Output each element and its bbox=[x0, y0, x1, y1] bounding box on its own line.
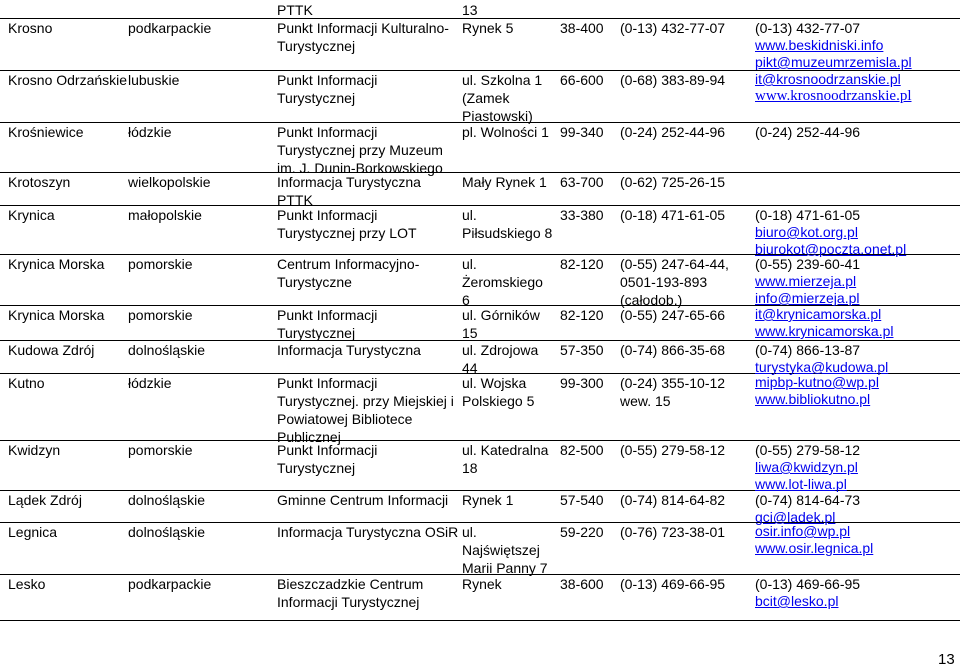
cell-contact bbox=[755, 341, 888, 376]
contact-phone: (0-74) 866-13-87 bbox=[755, 342, 861, 358]
cell-address: ul. Katedralna 18 bbox=[462, 442, 549, 476]
cell-phone: (0-24) 252-44-96 bbox=[620, 124, 726, 140]
cell-address: Rynek 5 bbox=[462, 20, 514, 36]
cell-postcode: 99-340 bbox=[560, 124, 604, 140]
cell-address: ul. Wojska Polskiego 5 bbox=[462, 375, 535, 409]
contact-link[interactable]: turystyka@kudowa.pl bbox=[755, 359, 889, 375]
cell-contact bbox=[755, 441, 860, 493]
contact-link[interactable]: gci@ladek.pl bbox=[755, 509, 836, 525]
cell-region: lubuskie bbox=[128, 72, 180, 88]
cell-city: Krośniewice bbox=[8, 124, 84, 140]
cell-name: Punkt Informacji Kulturalno- Turystycznej bbox=[277, 20, 449, 54]
cell-contact bbox=[755, 206, 906, 258]
cell-city: Krynica bbox=[8, 207, 55, 223]
cell-contact bbox=[755, 123, 860, 141]
cell-phone: (0-55) 279-58-12 bbox=[620, 442, 726, 458]
contact-phone: (0-24) 252-44-96 bbox=[755, 124, 861, 140]
cell-name: Punkt Informacji Turystycznej bbox=[277, 307, 378, 341]
cell-postcode: 59-220 bbox=[560, 524, 604, 540]
contact-link[interactable]: www.krosnoodrzanskie.pl bbox=[755, 88, 912, 104]
cell-postcode: 66-600 bbox=[560, 72, 604, 88]
cell-phone: (0-55) 247-65-66 bbox=[620, 307, 726, 323]
contact-link[interactable]: www.bibliokutno.pl bbox=[755, 391, 871, 407]
contact-link[interactable]: www.krynicamorska.pl bbox=[755, 323, 894, 339]
cell-city: Krotoszyn bbox=[8, 174, 71, 190]
cell-name: Informacja Turystyczna OSiR bbox=[277, 524, 459, 540]
cell-name: Gminne Centrum Informacji bbox=[277, 492, 449, 508]
cell-region: łódzkie bbox=[128, 375, 172, 391]
cell-city: Krynica Morska bbox=[8, 307, 105, 323]
cell-phone: (0-68) 383-89-94 bbox=[620, 72, 726, 88]
contact-link[interactable]: info@mierzeja.pl bbox=[755, 290, 860, 306]
cell-contact bbox=[755, 71, 912, 105]
contact-link[interactable]: mipbp-kutno@wp.pl bbox=[755, 374, 879, 390]
cell-address: ul. Żeromskiego 6 bbox=[462, 256, 543, 308]
cell-region: podkarpackie bbox=[128, 576, 212, 592]
cell-city: Krosno Odrzańskie bbox=[8, 72, 128, 88]
cell-phone: (0-76) 723-38-01 bbox=[620, 524, 726, 540]
cell-name: PTTK bbox=[277, 2, 313, 18]
cell-address: ul. Piłsudskiego 8 bbox=[462, 207, 553, 241]
cell-postcode: 82-120 bbox=[560, 256, 604, 272]
cell-phone: (0-74) 866-35-68 bbox=[620, 342, 726, 358]
contact-link[interactable]: it@krynicamorska.pl bbox=[755, 306, 882, 322]
cell-region: pomorskie bbox=[128, 442, 193, 458]
contact-link[interactable]: pikt@muzeumrzemisla.pl bbox=[755, 54, 912, 70]
contact-link[interactable]: it@krosnoodrzanskie.pl bbox=[755, 71, 901, 87]
cell-address: Rynek 1 bbox=[462, 492, 514, 508]
cell-postcode: 99-300 bbox=[560, 375, 604, 391]
cell-phone: (0-62) 725-26-15 bbox=[620, 174, 726, 190]
cell-region: pomorskie bbox=[128, 307, 193, 323]
contact-phone: (0-18) 471-61-05 bbox=[755, 207, 861, 223]
cell-region: dolnośląskie bbox=[128, 342, 206, 358]
cell-city: Kwidzyn bbox=[8, 442, 61, 458]
cell-phone: (0-74) 814-64-82 bbox=[620, 492, 726, 508]
contact-link[interactable]: biurokot@poczta.onet.pl bbox=[755, 241, 907, 257]
cell-name: Informacja Turystyczna PTTK bbox=[277, 174, 421, 208]
cell-postcode: 33-380 bbox=[560, 207, 604, 223]
cell-postcode: 82-500 bbox=[560, 442, 604, 458]
cell-contact bbox=[755, 255, 860, 307]
cell-contact bbox=[755, 19, 912, 71]
cell-city: Kutno bbox=[8, 375, 45, 391]
contact-phone: (0-55) 279-58-12 bbox=[755, 442, 861, 458]
cell-phone: (0-55) 247-64-44, 0501-193-893 (całodob.) bbox=[620, 256, 729, 308]
cell-name: Centrum Informacyjno- Turystyczne bbox=[277, 256, 420, 290]
contact-link[interactable]: bcit@lesko.pl bbox=[755, 593, 839, 609]
cell-postcode: 82-120 bbox=[560, 307, 604, 323]
cell-phone: (0-13) 432-77-07 bbox=[620, 20, 726, 36]
cell-name: Punkt Informacji Turystycznej. przy Miejskiej i Powiatowej Bibliotece Publicznej bbox=[277, 375, 454, 445]
cell-address: Rynek bbox=[462, 576, 502, 592]
cell-name: Punkt Informacji Turystycznej bbox=[277, 72, 378, 106]
contact-phone: (0-13) 469-66-95 bbox=[755, 576, 861, 592]
cell-phone: (0-18) 471-61-05 bbox=[620, 207, 726, 223]
cell-region: pomorskie bbox=[128, 256, 193, 272]
cell-city: Krynica Morska bbox=[8, 256, 105, 272]
contact-phone: (0-74) 814-64-73 bbox=[755, 492, 861, 508]
cell-city: Lądek Zdrój bbox=[8, 492, 82, 508]
contact-link[interactable]: www.osir.legnica.pl bbox=[755, 540, 874, 556]
cell-postcode: 57-350 bbox=[560, 342, 604, 358]
cell-contact bbox=[755, 575, 860, 610]
cell-region: łódzkie bbox=[128, 124, 172, 140]
cell-name: Informacja Turystyczna bbox=[277, 342, 421, 358]
cell-address: ul. Najświętszej Marii Panny 7 bbox=[462, 524, 548, 576]
contact-link[interactable]: biuro@kot.org.pl bbox=[755, 224, 858, 240]
cell-region: dolnośląskie bbox=[128, 492, 206, 508]
cell-address: ul. Zdrojowa 44 bbox=[462, 342, 539, 376]
page-number: 13 bbox=[938, 651, 955, 668]
cell-contact bbox=[755, 523, 873, 557]
cell-address: 13 bbox=[462, 2, 478, 18]
cell-region: wielkopolskie bbox=[128, 174, 211, 190]
cell-name: Punkt Informacji Turystycznej przy LOT bbox=[277, 207, 417, 241]
cell-postcode: 57-540 bbox=[560, 492, 604, 508]
cell-name: Punkt Informacji Turystycznej przy Muzeum im. J. Dunin-Borkowskiego bbox=[277, 124, 443, 176]
cell-region: małopolskie bbox=[128, 207, 202, 223]
cell-city: Krosno bbox=[8, 20, 53, 36]
cell-city: Lesko bbox=[8, 576, 46, 592]
contact-phone: (0-13) 432-77-07 bbox=[755, 20, 861, 36]
cell-contact bbox=[755, 306, 893, 340]
cell-city: Legnica bbox=[8, 524, 58, 540]
cell-name: Punkt Informacji Turystycznej bbox=[277, 442, 378, 476]
cell-city: Kudowa Zdrój bbox=[8, 342, 95, 358]
cell-address: ul. Szkolna 1 (Zamek Piastowski) bbox=[462, 72, 543, 124]
contact-link[interactable]: www.mierzeja.pl bbox=[755, 273, 857, 289]
cell-address: pl. Wolności 1 bbox=[462, 124, 549, 140]
cell-phone: (0-24) 355-10-12 wew. 15 bbox=[620, 375, 726, 409]
contact-link[interactable]: liwa@kwidzyn.pl bbox=[755, 459, 858, 475]
cell-postcode: 38-600 bbox=[560, 576, 604, 592]
cell-region: podkarpackie bbox=[128, 20, 212, 36]
cell-address: ul. Górników 15 bbox=[462, 307, 540, 341]
contact-phone: (0-55) 239-60-41 bbox=[755, 256, 861, 272]
row-divider bbox=[0, 620, 960, 621]
cell-phone: (0-13) 469-66-95 bbox=[620, 576, 726, 592]
cell-contact bbox=[755, 374, 879, 408]
cell-region: dolnośląskie bbox=[128, 524, 206, 540]
cell-address: Mały Rynek 1 bbox=[462, 174, 547, 190]
cell-contact bbox=[755, 491, 860, 526]
contact-link[interactable]: www.lot-liwa.pl bbox=[755, 476, 847, 492]
cell-postcode: 38-400 bbox=[560, 20, 604, 36]
contact-link[interactable]: osir.info@wp.pl bbox=[755, 523, 851, 539]
cell-name: Bieszczadzkie Centrum Informacji Turystycznej bbox=[277, 576, 424, 610]
cell-postcode: 63-700 bbox=[560, 174, 604, 190]
contact-link[interactable]: www.beskidniski.info bbox=[755, 37, 884, 53]
